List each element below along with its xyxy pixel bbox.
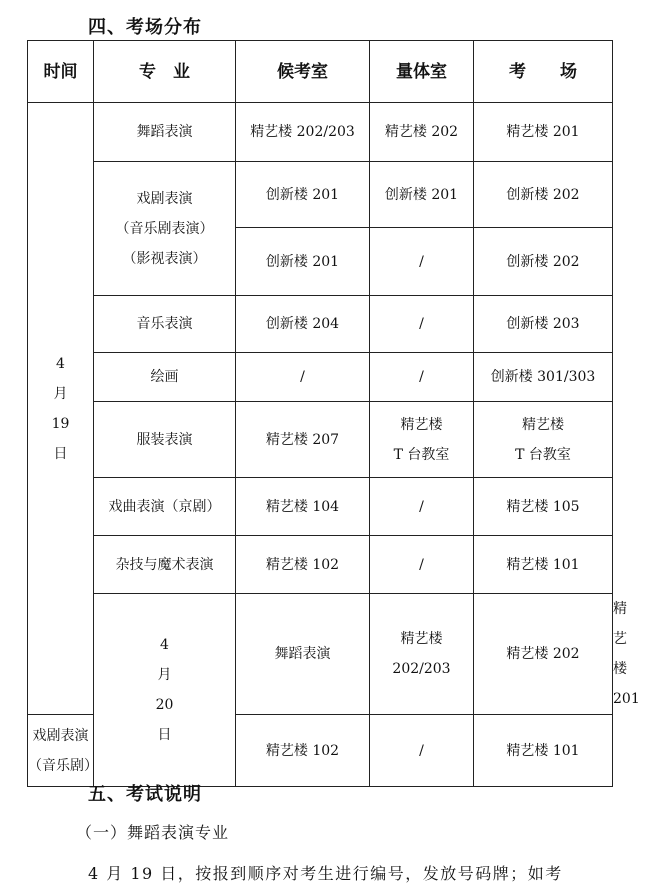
- exam-room-cell: 精艺楼 101: [474, 536, 613, 594]
- exam-room-cell: 精艺楼 105: [474, 478, 613, 536]
- major-cell: 服装表演: [94, 402, 236, 478]
- waiting-room-cell: 创新楼 201: [236, 228, 370, 296]
- header-exam-room: 考 场: [474, 41, 613, 103]
- table-row: 4 月 20 日 舞蹈表演 精艺楼 202/203 精艺楼 202 精艺楼 201: [28, 594, 613, 715]
- table-row: [28, 162, 613, 228]
- paragraph-text: 4 月 19 日，按报到顺序对考生进行编号，发放号码牌；如考: [88, 864, 563, 883]
- waiting-room-cell: 精艺楼 202/203: [370, 594, 474, 715]
- table-row: [28, 353, 613, 402]
- measure-room-cell: /: [370, 478, 474, 536]
- waiting-room-cell: 创新楼 201: [236, 162, 370, 228]
- header-measure-room: 量体室: [370, 41, 474, 103]
- waiting-room-cell: 精艺楼 102: [236, 715, 370, 787]
- exam-room-cell: 精艺楼 101: [474, 715, 613, 787]
- major-cell: 戏曲表演（京剧）: [94, 478, 236, 536]
- date-cell-apr-20: 4 月 20 日: [94, 594, 236, 787]
- measure-room-cell: /: [370, 536, 474, 594]
- measure-room-cell: /: [370, 715, 474, 787]
- date-cell-apr-19: 4 月 19 日: [28, 103, 94, 715]
- exam-room-cell: 创新楼 202: [474, 228, 613, 296]
- major-cell: 音乐表演: [94, 296, 236, 353]
- measure-room-cell: /: [370, 353, 474, 402]
- table-row: [28, 536, 613, 594]
- table-row: [28, 103, 613, 162]
- section-5-title: 五、考试说明: [88, 784, 202, 805]
- section-4-title: 四、考场分布: [88, 17, 202, 38]
- header-waiting-room: 候考室: [236, 41, 370, 103]
- major-cell: 绘画: [94, 353, 236, 402]
- table-header-row: [28, 41, 613, 103]
- subsection-dance-title: （一）舞蹈表演专业: [76, 823, 230, 842]
- measure-room-cell: 精艺楼 T 台教室: [370, 402, 474, 478]
- measure-room-cell: /: [370, 296, 474, 353]
- major-cell: 舞蹈表演: [236, 594, 370, 715]
- waiting-room-cell: 精艺楼 207: [236, 402, 370, 478]
- exam-room-cell: 创新楼 301/303: [474, 353, 613, 402]
- major-cell: 杂技与魔术表演: [94, 536, 236, 594]
- measure-room-cell: /: [370, 228, 474, 296]
- table-row: [28, 478, 613, 536]
- major-cell: 舞蹈表演: [94, 103, 236, 162]
- waiting-room-cell: 精艺楼 104: [236, 478, 370, 536]
- measure-room-cell: 精艺楼 202: [370, 103, 474, 162]
- major-cell: 戏剧表演 （音乐剧）: [28, 715, 94, 787]
- table-row: [28, 296, 613, 353]
- exam-room-cell: 创新楼 202: [474, 162, 613, 228]
- exam-room-cell: 精艺楼 T 台教室: [474, 402, 613, 478]
- measure-room-cell: 创新楼 201: [370, 162, 474, 228]
- waiting-room-cell: 精艺楼 202/203: [236, 103, 370, 162]
- waiting-room-cell: 创新楼 204: [236, 296, 370, 353]
- exam-room-cell: 精艺楼 201: [474, 103, 613, 162]
- measure-room-cell: 精艺楼 202: [474, 594, 613, 715]
- header-time: 时间: [28, 41, 94, 103]
- major-cell: 戏剧表演 （音乐剧表演） （影视表演）: [94, 162, 236, 296]
- waiting-room-cell: /: [236, 353, 370, 402]
- exam-room-table: [27, 40, 640, 787]
- header-major: 专 业: [94, 41, 236, 103]
- exam-room-cell: 创新楼 203: [474, 296, 613, 353]
- table-row: [28, 402, 613, 478]
- waiting-room-cell: 精艺楼 102: [236, 536, 370, 594]
